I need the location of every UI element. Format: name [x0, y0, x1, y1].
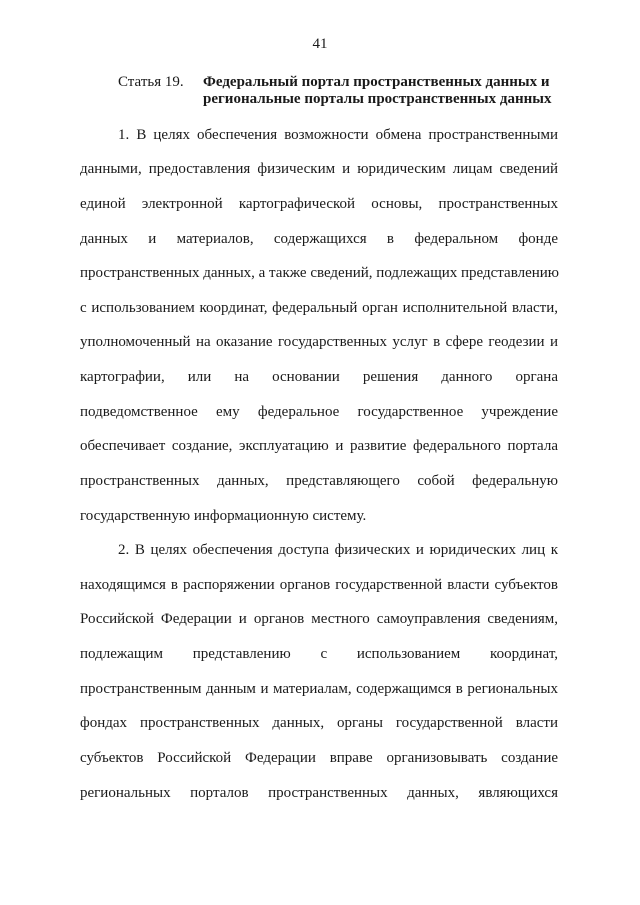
body-line: подлежащим представлению с использованием координат, [80, 646, 558, 662]
body-line: картографии, или на основании решения данного органа [80, 369, 558, 385]
body-line: пространственным данным и материалам, содержащимся в региональных [80, 681, 558, 697]
body-line: данными, предоставления физическим и юридическим лицам сведений [80, 161, 558, 177]
body-line: государственную информационную систему. [80, 508, 367, 524]
body-line: региональных порталов пространственных данных, являющихся [80, 785, 558, 801]
body-line: Российской Федерации и органов местного самоуправления сведениям, [80, 611, 558, 627]
body-line: с использованием координат, федеральный орган исполнительной власти, [80, 300, 558, 316]
paragraph-1-first-line: 1. В целях обеспечения возможности обмена пространственными [118, 127, 558, 143]
body-line: находящимся в распоряжении органов государственной власти субъектов [80, 577, 558, 593]
article-title-line: Федеральный портал пространственных данных и [203, 74, 550, 90]
paragraph-2-first-line: 2. В целях обеспечения доступа физических и юридических лиц к [118, 542, 558, 558]
body-line: подведомственное ему федеральное государственное учреждение [80, 404, 558, 420]
body-line: пространственных данных, представляющего собой федеральную [80, 473, 558, 489]
body-line: фондах пространственных данных, органы государственной власти [80, 715, 558, 731]
body-line: данных и материалов, содержащихся в федеральном фонде [80, 231, 558, 247]
article-title [203, 74, 563, 108]
article-label: Статья 19. [118, 74, 184, 90]
body-line: обеспечивает создание, эксплуатацию и развитие федерального портала [80, 438, 558, 454]
page-number: 41 [312, 36, 328, 52]
body-line: пространственных данных, а также сведений, подлежащих представлению [80, 265, 559, 281]
body-line: уполномоченный на оказание государственных услуг в сфере геодезии и [80, 334, 558, 350]
article-title-line: региональные порталы пространственных данных [203, 91, 552, 107]
body-line: единой электронной картографической основы, пространственных [80, 196, 558, 212]
body-line: субъектов Российской Федерации вправе организовывать создание [80, 750, 558, 766]
